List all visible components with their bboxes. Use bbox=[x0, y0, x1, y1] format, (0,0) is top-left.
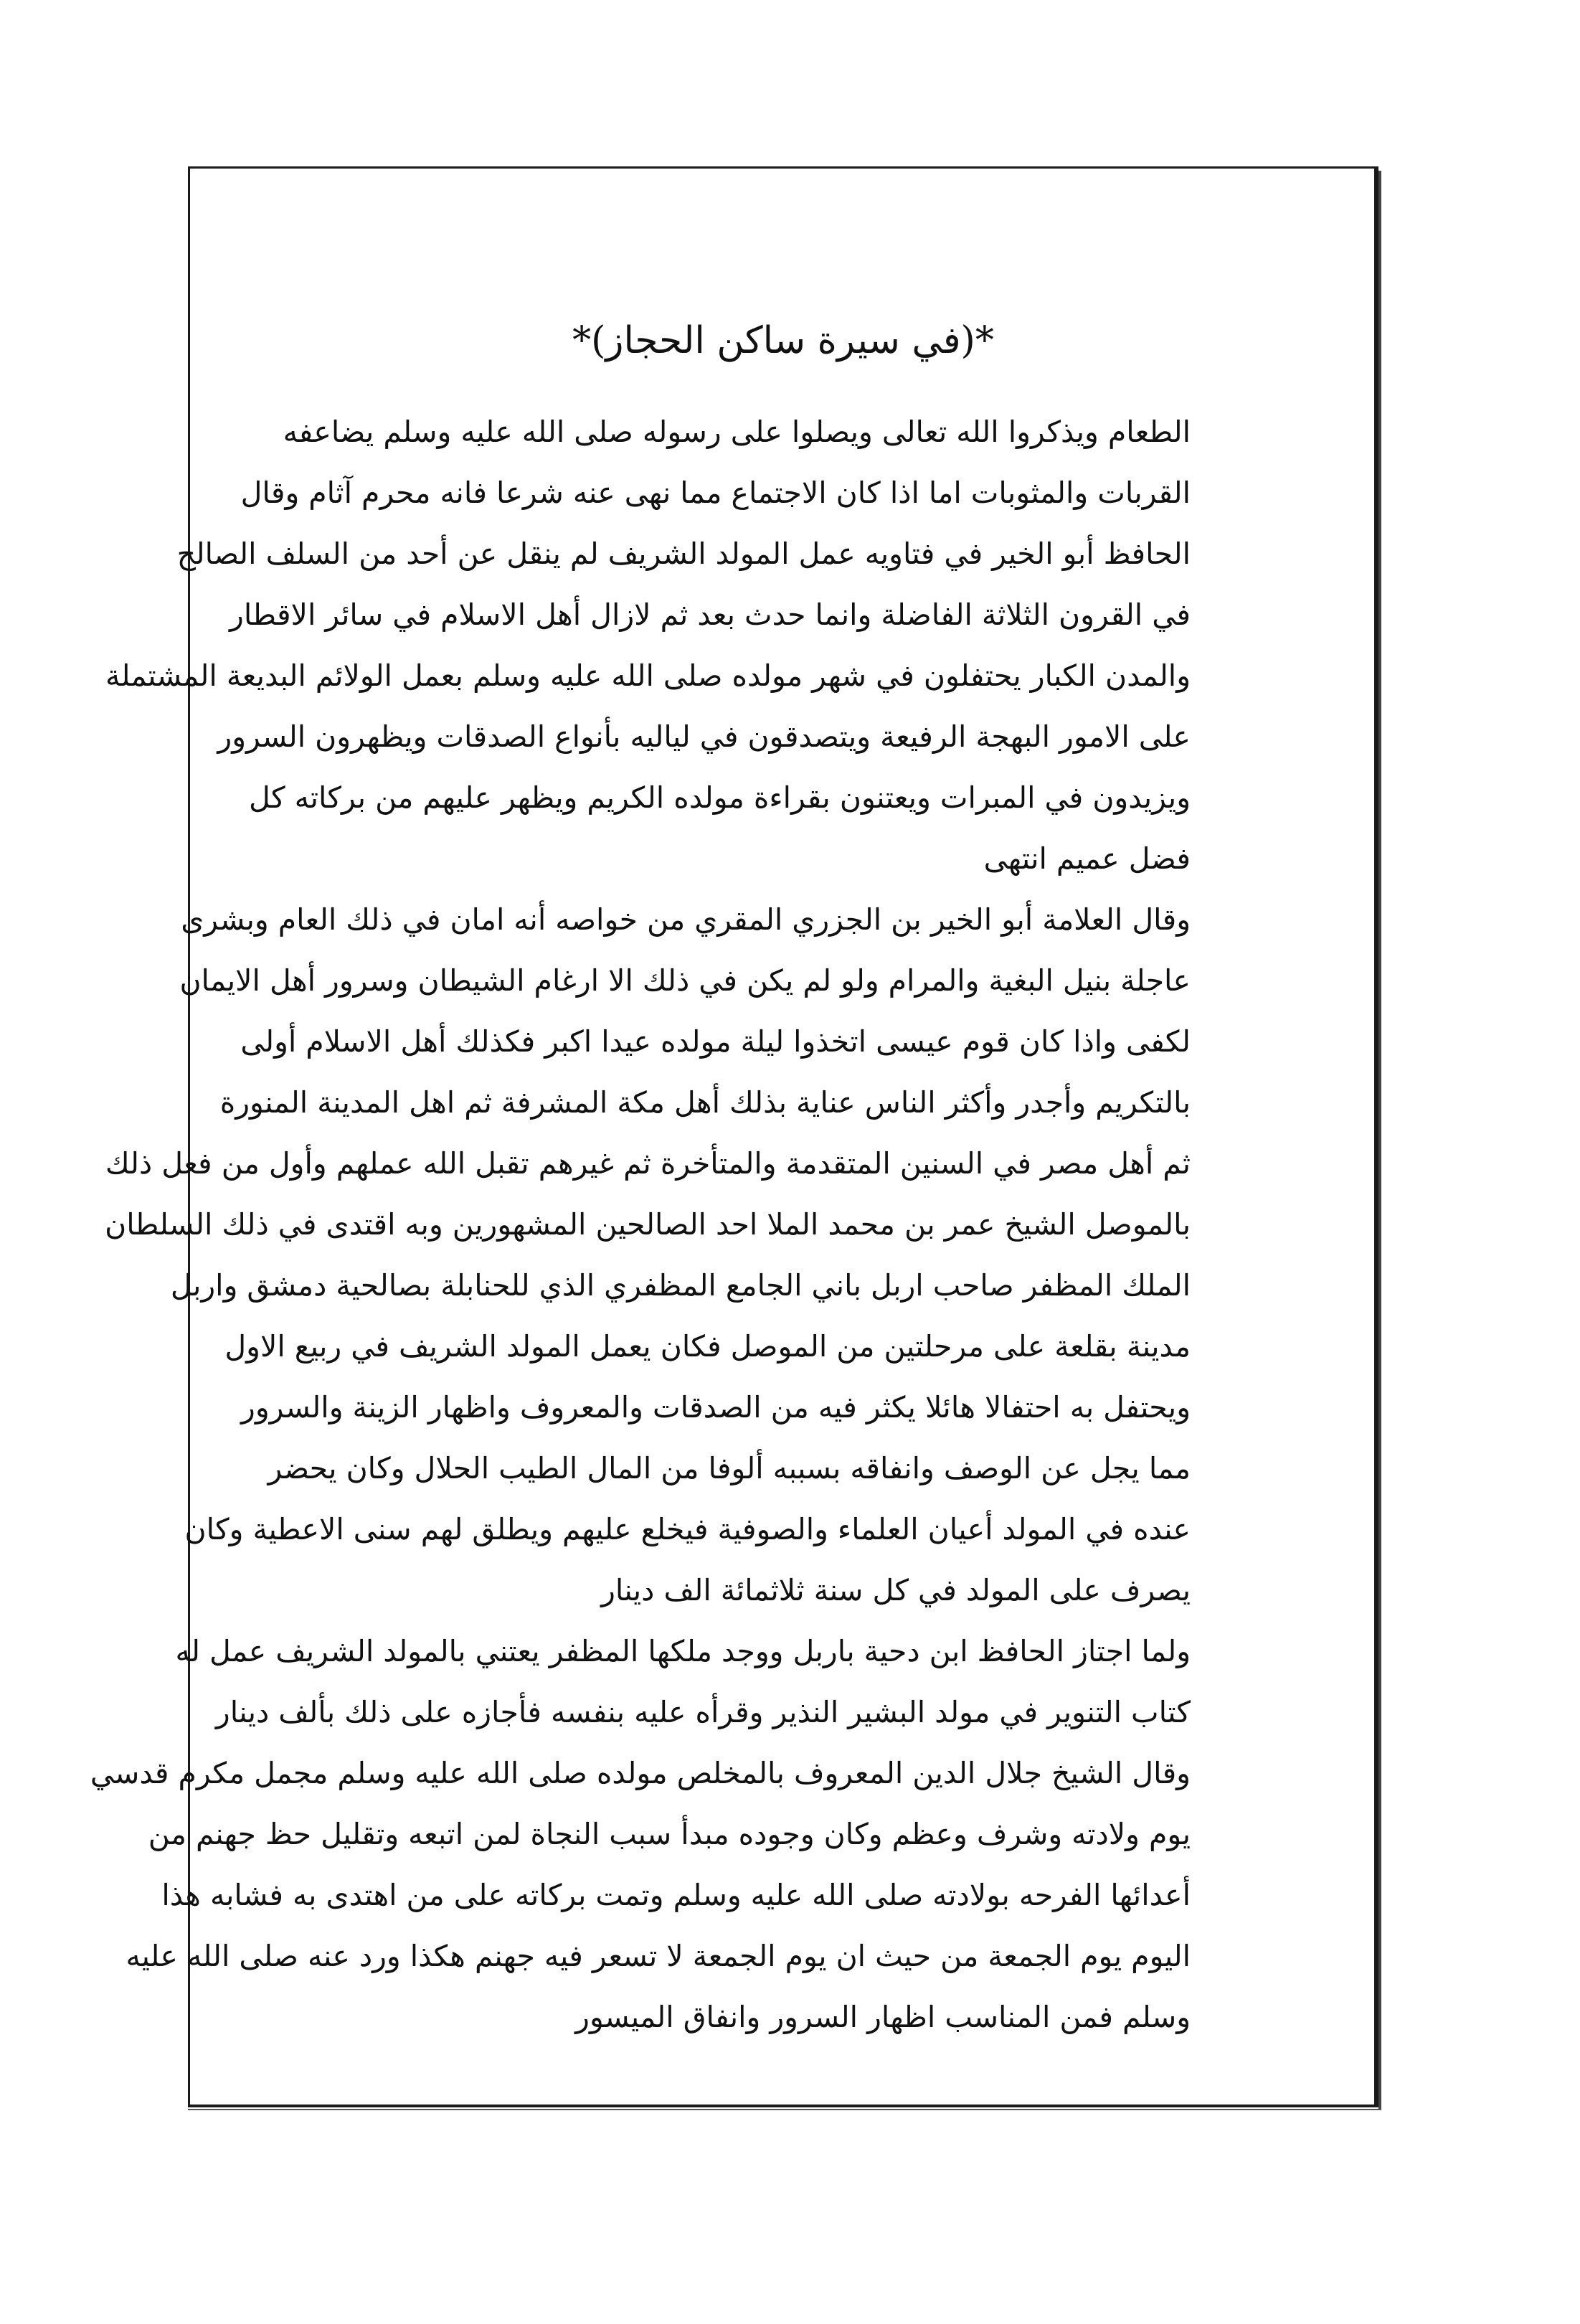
paragraph-end-line: وسلم فمن المناسب اظهار السرور وانفاق الميسور bbox=[575, 2000, 1191, 2034]
bottom-rule bbox=[188, 2109, 1381, 2110]
text-line: وقال العلامة أبو الخير بن الجزري المقري من خواصه أنه امان في ذلك العام وبشرى bbox=[181, 902, 1191, 937]
text-line: الطعام ويذكروا الله تعالى ويصلوا على رسوله صلى الله عليه وسلم يضاعفه bbox=[283, 415, 1191, 449]
text-line: ولما اجتاز الحافظ ابن دحية باربل ووجد ملكها المظفر يعتني بالمولد الشريف عمل له bbox=[175, 1634, 1191, 1668]
text-line: لكفى واذا كان قوم عيسى اتخذوا ليلة مولده عيدا اكبر فكذلك أهل الاسلام أولى bbox=[240, 1024, 1191, 1059]
text-line: ويحتفل به احتفالا هائلا يكثر فيه من الصدقات والمعروف واظهار الزينة والسرور bbox=[241, 1390, 1191, 1425]
text-line: ثم أهل مصر في السنين المتقدمة والمتأخرة ثم غيرهم تقبل الله عملهم وأول من فعل ذلك bbox=[105, 1146, 1191, 1181]
text-line: وقال الشيخ جلال الدين المعروف بالمخلص مولده صلى الله عليه وسلم مجمل مكرم قدسي bbox=[90, 1756, 1191, 1790]
text-line: الملك المظفر صاحب اربل باني الجامع المظفري الذي للحنابلة بصالحية دمشق واربل bbox=[170, 1268, 1191, 1303]
text-line: مدينة بقلعة على مرحلتين من الموصل فكان يعمل المولد الشريف في ربيع الاول bbox=[224, 1329, 1191, 1364]
text-line: والمدن الكبار يحتفلون في شهر مولده صلى الله عليه وسلم بعمل الولائم البديعة المشتملة bbox=[105, 658, 1191, 693]
text-line: عاجلة بنيل البغية والمرام ولو لم يكن في ذلك الا ارغام الشيطان وسرور أهل الايمان bbox=[179, 963, 1191, 998]
text-line: الحافظ أبو الخير في فتاويه عمل المولد الشريف لم ينقل عن أحد من السلف الصالح bbox=[176, 537, 1191, 571]
text-line: اليوم يوم الجمعة من حيث ان يوم الجمعة لا تسعر فيه جهنم هكذا ورد عنه صلى الله عليه bbox=[126, 1939, 1191, 1973]
paragraph-end-line: يصرف على المولد في كل سنة ثلاثمائة الف دينار bbox=[601, 1573, 1191, 1607]
text-line: أعدائها الفرحه بولادته صلى الله عليه وسلم وتمت بركاته على من اهتدى به فشابه هذا bbox=[161, 1878, 1191, 1912]
chapter-header: *(في سيرة ساكن الحجاز)* bbox=[572, 319, 994, 362]
text-line: على الامور البهجة الرفيعة ويتصدقون في لياليه بأنواع الصدقات ويظهرون السرور bbox=[217, 719, 1191, 754]
text-line: بالموصل الشيخ عمر بن محمد الملا احد الصالحين المشهورين وبه اقتدى في ذلك السلطان bbox=[105, 1207, 1191, 1242]
text-line: مما يجل عن الوصف وانفاقه بسببه ألوفا من المال الطيب الحلال وكان يحضر bbox=[268, 1451, 1191, 1485]
page-border-shadow bbox=[1378, 171, 1381, 2109]
text-line: يوم ولادته وشرف وعظم وكان وجوده مبدأ سبب النجاة لمن اتبعه وتقليل حظ جهنم من bbox=[148, 1817, 1191, 1851]
text-line: كتاب التنوير في مولد البشير النذير وقرأه عليه بنفسه فأجازه على ذلك بألف دينار bbox=[215, 1695, 1191, 1729]
text-line: ويزيدون في المبرات ويعتنون بقراءة مولده الكريم ويظهر عليهم من بركاته كل bbox=[249, 780, 1191, 815]
paragraph-end-line: فضل عميم انتهى bbox=[983, 841, 1191, 876]
text-line: بالتكريم وأجدر وأكثر الناس عناية بذلك أهل مكة المشرفة ثم اهل المدينة المنورة bbox=[219, 1085, 1191, 1120]
text-line: القربات والمثوبات اما اذا كان الاجتماع مما نهى عنه شرعا فانه محرم آثام وقال bbox=[240, 476, 1191, 510]
text-line: عنده في المولد أعيان العلماء والصوفية فيخلع عليهم ويطلق لهم سنى الاعطية وكان bbox=[184, 1512, 1191, 1546]
manuscript-text bbox=[90, 402, 1191, 2048]
text-line: في القرون الثلاثة الفاضلة وانما حدث بعد ثم لازال أهل الاسلام في سائر الاقطار bbox=[230, 597, 1191, 632]
